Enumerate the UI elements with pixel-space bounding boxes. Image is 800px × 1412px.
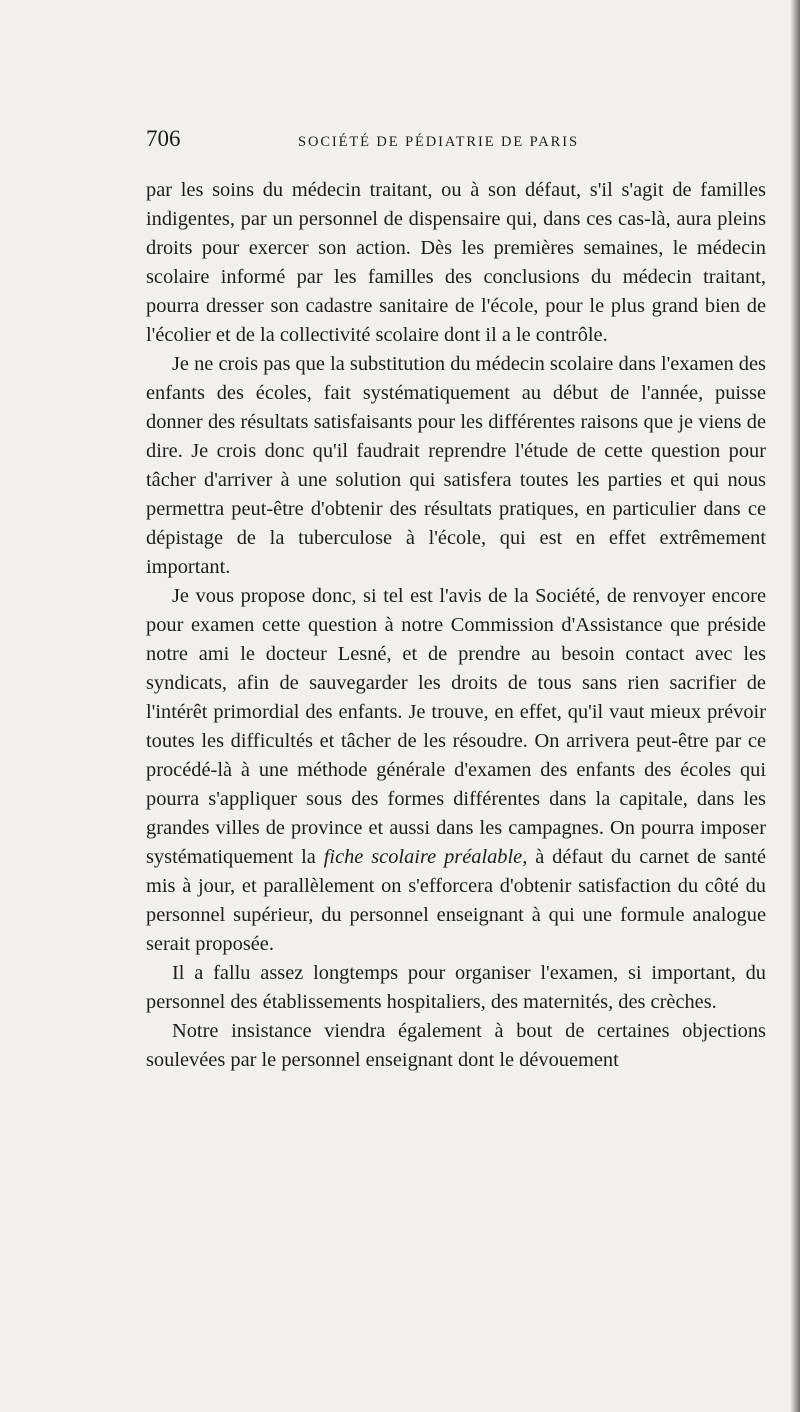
page-number: 706 <box>146 126 181 151</box>
paragraph-text: à défaut du carnet de santé mis à jour, et parallèlement on s'efforcera d'obtenir satisfaction du côté du personnel supérieur, du personnel enseignant à qui une formule analogue serait proposée. <box>146 846 766 955</box>
paragraph <box>146 582 766 959</box>
paragraph: Notre insistance viendra également à bout de certaines objections soulevées par le personnel enseignant dont le dévouement <box>146 1020 766 1071</box>
page-edge-shadow <box>790 0 800 1412</box>
paragraph-text: Je vous propose donc, si tel est l'avis de la Société, de renvoyer encore pour examen cette question à notre Commission d'Assistance que préside notre ami le docteur Lesné, et de prendre au besoin contact avec les syndicats, afin de sauvegarder les droits de tous sans rien sacrifier de l'intérêt primordial des enfants. Je trouve, en effet, qu'il vaut mieux prévoir toutes les difficultés et tâcher de les résoudre. On arrivera peut-être par ce procédé-là à une méthode générale d'examen des enfants des écoles qui pourra s'appliquer sous des formes différentes dans la capitale, dans les grandes villes de province et aussi dans les campagnes. On pourra imposer systématiquement la <box>146 585 766 868</box>
running-title: SOCIÉTÉ DE PÉDIATRIE DE PARIS <box>298 134 579 150</box>
body-text <box>146 176 766 1075</box>
running-header <box>146 126 632 156</box>
paragraph: Il a fallu assez longtemps pour organiser l'examen, si important, du personnel des établissements hospitaliers, des maternités, des crèches. <box>146 962 766 1013</box>
paragraph-continued: par les soins du médecin traitant, ou à son défaut, s'il s'agit de familles indigentes, par un personnel de dispensaire qui, dans ces cas-là, aura pleins droits pour exercer son action. Dès les premières semaines, le médecin scolaire informé par les familles des conclusions du médecin traitant, pourra dresser son cadastre sanitaire de l'école, pour le plus grand bien de l'écolier et de la collectivité scolaire dont il a le contrôle. <box>146 179 766 346</box>
paragraph: Je ne crois pas que la substitution du médecin scolaire dans l'examen des enfants des écoles, fait systématiquement au début de l'année, puisse donner des résultats satisfaisants pour les différentes raisons que je viens de dire. Je crois donc qu'il faudrait reprendre l'étude de cette question pour tâcher d'arriver à une solution qui satisfera toutes les parties et qui nous permettra peut-être d'obtenir des résultats pratiques, en particulier dans ce dépistage de la tuberculose à l'école, qui est en effet extrêmement important. <box>146 353 766 578</box>
emphasized-term: fiche scolaire préalable, <box>323 846 528 868</box>
